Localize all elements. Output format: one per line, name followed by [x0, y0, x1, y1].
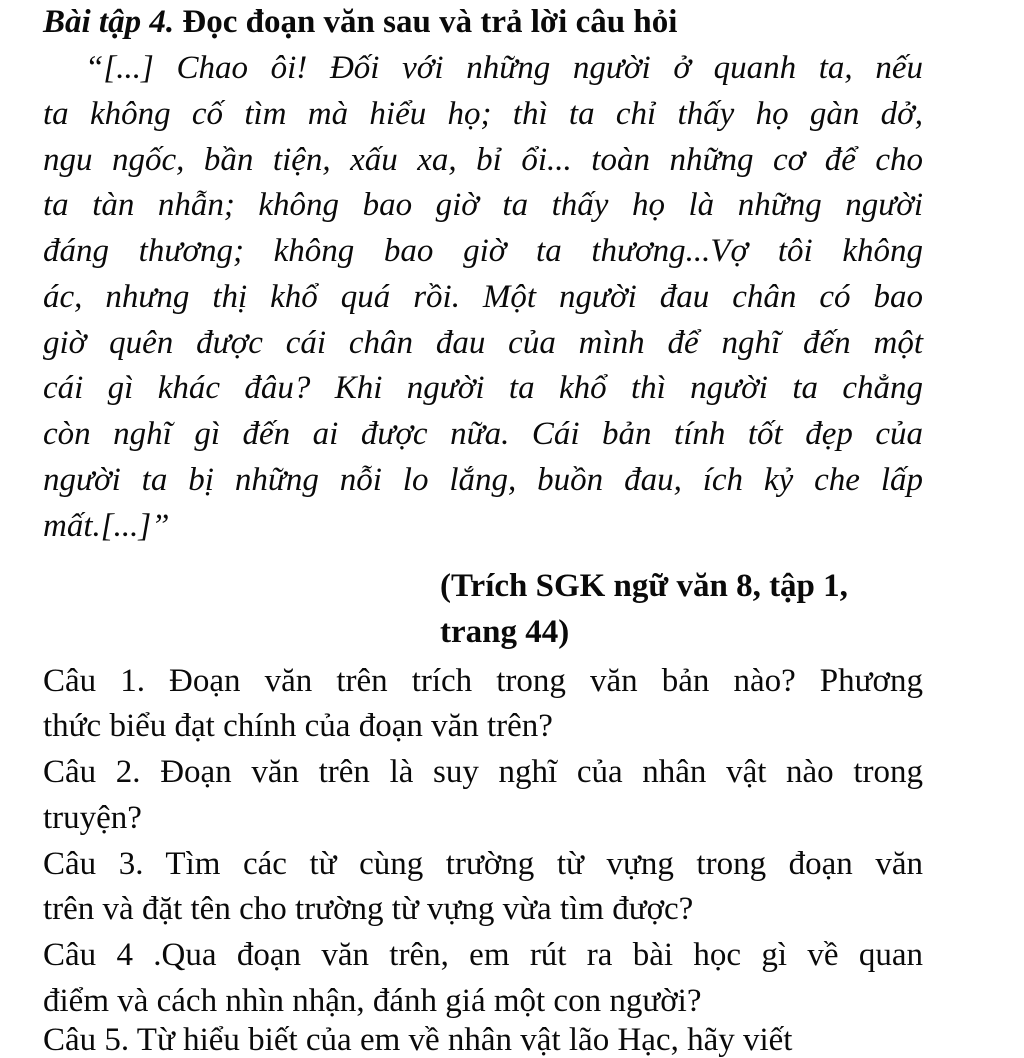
passage-line: còn nghĩ gì đến ai được nữa. Cái bản tính tốt đẹp của: [43, 416, 923, 452]
cutoff-text-line: [43, 1018, 943, 1058]
passage-line: “[...] Chao ôi! Đối với những người ở quanh ta, nếu: [85, 50, 923, 86]
cutoff-line-text: Câu 5. Từ hiểu biết của em về nhân vật lão Hạc, hãy viết: [43, 1022, 793, 1058]
passage-line: giờ quên được cái chân đau của mình để nghĩ đến một: [43, 325, 923, 361]
question-line: Câu 4 .Qua đoạn văn trên, em rút ra bài học gì về quan: [43, 937, 923, 973]
passage-line: ngu ngốc, bần tiện, xấu xa, bỉ ổi... toàn những cơ để cho: [43, 142, 923, 178]
exercise-instruction: Đọc đoạn văn sau và trả lời câu hỏi: [174, 4, 678, 40]
question-line: thức biểu đạt chính của đoạn văn trên?: [43, 708, 553, 744]
source-line: (Trích SGK ngữ văn 8, tập 1,: [440, 568, 848, 604]
passage-line: mất.[...]”: [43, 508, 170, 544]
passage-line: ác, nhưng thị khổ quá rồi. Một người đau chân có bao: [43, 279, 923, 315]
question-line: Câu 2. Đoạn văn trên là suy nghĩ của nhân vật nào trong: [43, 754, 923, 790]
exercise-heading: [43, 0, 677, 46]
passage-line: ta không cố tìm mà hiểu họ; thì ta chỉ thấy họ gàn dở,: [43, 96, 923, 132]
question-line: điểm và cách nhìn nhận, đánh giá một con người?: [43, 983, 702, 1019]
question-line: Câu 3. Tìm các từ cùng trường từ vựng trong đoạn văn: [43, 846, 923, 882]
passage-line: cái gì khác đâu? Khi người ta khổ thì người ta chẳng: [43, 370, 923, 406]
passage-line: đáng thương; không bao giờ ta thương...Vợ tôi không: [43, 233, 923, 269]
exercise-label: Bài tập 4.: [43, 4, 175, 40]
passage-line: người ta bị những nỗi lo lắng, buồn đau, ích kỷ che lấp: [43, 462, 923, 498]
passage-line: ta tàn nhẫn; không bao giờ ta thấy họ là những người: [43, 187, 923, 223]
source-line: trang 44): [440, 614, 570, 650]
question-line: trên và đặt tên cho trường từ vựng vừa tìm được?: [43, 891, 694, 927]
question-line: truyện?: [43, 800, 142, 836]
question-line: Câu 1. Đoạn văn trên trích trong văn bản nào? Phương: [43, 663, 923, 699]
